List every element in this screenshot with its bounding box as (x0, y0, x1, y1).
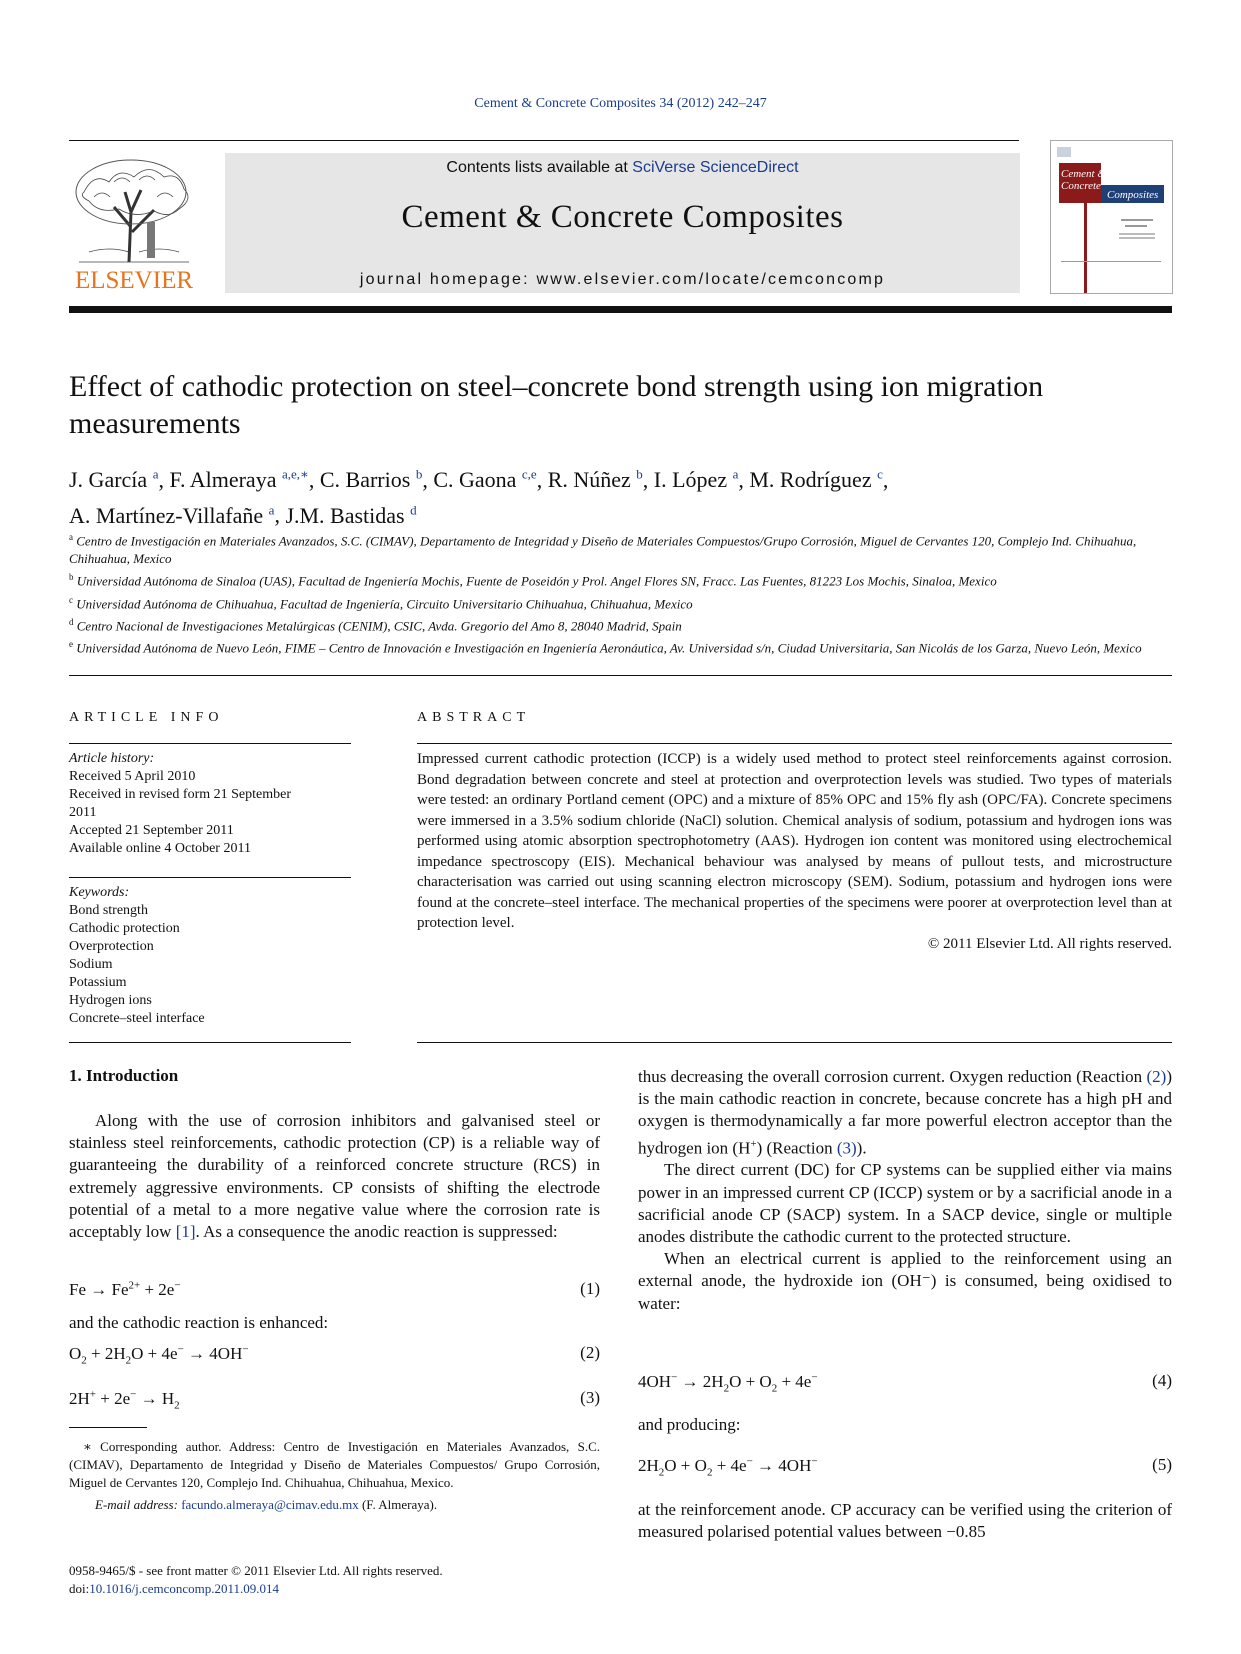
journal-reference[interactable]: Cement & Concrete Composites 34 (2012) 242–247 (474, 96, 767, 111)
affiliations (69, 528, 1172, 658)
keyword: Concrete–steel interface (69, 1011, 205, 1026)
author[interactable]: J.M. Bastidas $^d$ (285, 502, 417, 528)
sciencedirect-link[interactable]: SciVerse ScienceDirect (632, 159, 799, 176)
author[interactable]: J. García $^a$ (69, 467, 159, 493)
author[interactable]: C. Barrios $^b$ (319, 467, 423, 493)
abstract-text: Impressed current cathodic protection (ICCP) is a widely used method to protect steel reinforcements against corrosion. Bond degradation between concrete and steel at protection and overprotection levels was studied. Two types of materials were tested: an ordinary Portland cement (OPC) and a mixture of 85% OPC and 15% fly ash (OPC/FA). Concrete specimens were immersed in a 3.5% sodium chloride (NaCl) solution. Chemical analysis of sodium, potassium and hydrogen ions was performed using atomic absorption spectrophotometry (AAS). Hydrogen ion content was monitored using electrochemical impedance spectroscopy (EIS). Mechanical behaviour was analysed by means of pullout tests, and microstructure characterisation was carried out using scanning electron microscopy (SEM). Sodium, potassium and hydrogen ions were found at the concrete–steel interface. The mechanical properties of the specimens were poorer at overprotection level than at protection level. (417, 751, 1172, 931)
affiliation-d: $^d$ Centro Nacional de Investigaciones Metalúrgicas (CENIM), CSIC, Avda. Gregorio del Amo 8, 28040 Madrid, Spain (69, 616, 682, 634)
cathodic-text: and the cathodic reaction is enhanced: (69, 1313, 329, 1332)
equation-1: $Fe \to Fe^{2+} + 2e^-$ (1) (69, 1279, 600, 1299)
cover-title-1: Cement & (1061, 168, 1106, 180)
journal-cover (1050, 140, 1173, 294)
abstract-heading: ABSTRACT (417, 710, 531, 725)
intro-paragraph-3: When an electrical current is applied to the reinforcement using an external anode, the hydroxide ion (OH⁻) is consumed, being oxidised to water: (638, 1249, 1172, 1313)
article-info-heading: ARTICLE INFO (69, 710, 224, 725)
keyword: Potassium (69, 975, 127, 990)
cover-title-2: Concrete (1061, 180, 1101, 192)
introduction-heading: 1. Introduction (69, 1066, 179, 1085)
abstract-copyright: © 2011 Elsevier Ltd. All rights reserved. (927, 935, 1172, 952)
cover-title-3: Composites (1107, 189, 1159, 201)
article-info-rule (69, 743, 351, 744)
author[interactable]: I. López $^a$ (653, 467, 739, 493)
issn-doi: 0958-9465/$ - see front matter © 2011 Elsevier Ltd. All rights reserved. doi:10.1016/j.cemconcomp.2011.09.014 (69, 1563, 443, 1596)
abstract (417, 749, 1172, 954)
section-rule (69, 675, 1172, 676)
author[interactable]: C. Gaona $^{c,e}$ (433, 467, 537, 493)
equation-2: $O_2 + 2H_2O + 4e^- \to 4OH^-$ (2) (69, 1343, 600, 1367)
affiliation-b: $^b$ Universidad Autónoma de Sinaloa (UAS), Facultad de Ingeniería Mochis, Fuente de Poseidón y Prol. Angel Flores SN, Fracc. Las Fuentes, 81223 Los Mochis, Sinaloa, Mexico (69, 572, 997, 589)
doi-link[interactable]: 10.1016/j.cemconcomp.2011.09.014 (89, 1581, 280, 1596)
keyword: Overprotection (69, 939, 154, 954)
producing-text: and producing: (638, 1415, 741, 1434)
equation-4: $4OH^- \to 2H_2O + O_2 + 4e^-$ (4) (638, 1371, 1172, 1395)
author[interactable]: R. Núñez $^b$ (547, 467, 643, 493)
keyword: Bond strength (69, 903, 148, 918)
affiliation-a: $^a$ Centro de Investigación en Materiales Avanzados, S.C. (CIMAV), Departamento de Integridad y Diseño de Materiales Compuestos/Grupo Corrosión, Miguel de Cervantes 120, Complejo Ind. Chihuahua, Chihuahua, Mexico (69, 532, 1137, 567)
reference-link[interactable]: [1] (175, 1222, 196, 1242)
journal-banner (225, 153, 1020, 293)
keywords-rule (69, 877, 351, 878)
email-link[interactable]: facundo.almeraya@cimav.edu.mx (181, 1497, 359, 1512)
author-list: J. García $^a$, F. Almeraya $^{a,e,∗}$, C. Barrios $^b$, C. Gaona $^{c,e}$, R. Núñez $^b$, I. López $^a$, M. Rodríguez $^c$, A. Martínez-Villafañe $^a$, J.M. Bastidas $^d$ (69, 467, 889, 528)
article-title: Effect of cathodic protection on steel–concrete bond strength using ion migration measurements (69, 370, 1044, 440)
journal-homepage[interactable]: journal homepage: www.elsevier.com/locate/cemconcomp (359, 271, 886, 288)
reaction-3-link[interactable]: (3) (836, 1138, 857, 1158)
author[interactable]: A. Martínez-Villafañe $^a$ (69, 502, 275, 528)
keyword: Hydrogen ions (69, 993, 152, 1008)
header-thick-rule (69, 306, 1172, 313)
corresponding-footnote: ∗ Corresponding author. Address: Centro de Investigación en Materiales Avanzados, S.C. (CIMAV), Departamento de Integridad y Diseño de Materiales Compuestos/ Grupo Corrosión, Miguel de Cervantes 120, Complejo Ind. Chihuahua, Chihuahua, Mexico. E-mail address: facundo.almeraya@cimav.edu.mx (F. Almeraya). (69, 1439, 600, 1512)
affiliation-e: $^e$ Universidad Autónoma de Nuevo León, FIME – Centro de Innovación e Investigación en Ingeniería Aeronáutica, Av. Universidad s/n, Ciudad Universitaria, San Nicolás de los Garza, Nuevo León, Mexico (69, 639, 1142, 656)
article-info-bottom-rule (69, 1042, 351, 1043)
elsevier-wordmark: ELSEVIER (74, 267, 194, 294)
keywords: Keywords: Bond strength Cathodic protection Overprotection Sodium Potassium Hydrogen ions Concrete–steel interface (69, 884, 351, 1028)
intro-paragraph-2: The direct current (DC) for CP systems can be supplied either via mains power in an impressed current CP (ICCP) system or by a sacrificial anode in a sacrificial anode CP (SACP) system. In a SACP device, single or multiple anodes distribute the cathodic current to the protected structure. (638, 1160, 1172, 1247)
contents-line: Contents lists available at SciVerse ScienceDirect (446, 159, 799, 176)
abstract-rule (417, 743, 1172, 744)
keyword: Cathodic protection (69, 921, 180, 936)
author[interactable]: F. Almeraya $^{a,e,∗}$ (169, 467, 309, 493)
elsevier-logo (69, 152, 199, 294)
equation-5: $2H_2O + O_2 + 4e^- \to 4OH^-$ (5) (638, 1455, 1172, 1479)
footnote-rule (69, 1427, 147, 1428)
reaction-2-link[interactable]: (2) (1146, 1067, 1167, 1086)
author[interactable]: M. Rodríguez $^c$ (749, 467, 883, 493)
keyword: Sodium (69, 957, 113, 972)
equation-3: $2H^+ + 2e^- \to H_2$ (3) (69, 1388, 600, 1412)
intro-right-paragraphs: thus decreasing the overall corrosion current. Oxygen reduction (Reaction (2)) is the main cathodic reaction in concrete, because concrete has a high pH and oxygen is thermodynamically a far more powerful electron acceptor than the hydrogen ion (H+) (Reaction (3)). The direct current (DC) for CP systems can be supplied either via mains power in an impressed current CP (ICCP) system or by a sacrificial anode in a sacrificial anode CP (SACP) system. In a SACP device, single or multiple anodes distribute the cathodic current to the protected structure. When an electrical current is applied to the reinforcement using an external anode, the hydroxide ion (OH⁻) is consumed, being oxidised to water: (638, 1066, 1172, 1315)
journal-title: Cement & Concrete Composites (401, 199, 844, 235)
abstract-bottom-rule (417, 1042, 1172, 1043)
header-rule (69, 140, 1019, 141)
article-history: Article history: Received 5 April 2010 Received in revised form 21 September 2011 Accepted 21 September 2011 Available online 4 October 2011 (69, 751, 291, 856)
affiliation-c: $^c$ Universidad Autónoma de Chihuahua, Facultad de Ingeniería, Circuito Universitario Chihuahua, Chihuahua, Mexico (69, 594, 693, 611)
intro-paragraph-1: Along with the use of corrosion inhibitors and galvanised steel or stainless steel reinforcements, cathodic protection (CP) is a reliable way of guaranteeing the durability of a reinforced concrete structure (RCS) in extremely aggressive environments. CP consists of shifting the electrode potential of a metal to a more negative value where the corrosion rate is acceptably low [1]. As a consequence the anodic reaction is suppressed: (69, 1111, 600, 1242)
intro-paragraph-4: at the reinforcement anode. CP accuracy can be verified using the criterion of measured polarised potential values between −0.85 (638, 1500, 1172, 1542)
